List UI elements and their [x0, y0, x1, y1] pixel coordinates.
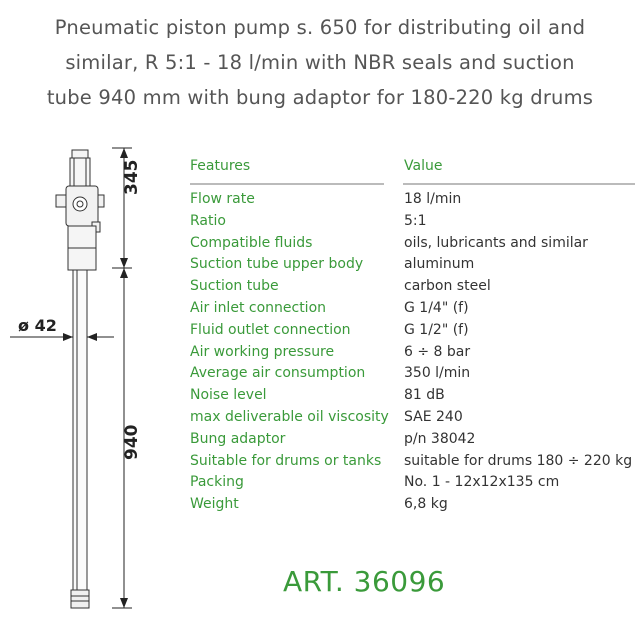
value-cell: 6 ÷ 8 bar	[404, 343, 471, 360]
value-cell: No. 1 - 12x12x135 cm	[404, 474, 560, 491]
table-row	[190, 496, 635, 518]
table-row	[190, 344, 635, 366]
feature-cell: Suction tube	[190, 278, 279, 295]
value-cell: p/n 38042	[404, 430, 476, 447]
value-cell: G 1/4" (f)	[404, 299, 469, 316]
value-cell: suitable for drums 180 ÷ 220 kg	[404, 452, 633, 469]
value-cell: carbon steel	[404, 278, 491, 295]
table-row	[190, 278, 635, 300]
article-number: ART. 36096	[283, 565, 446, 598]
table-row	[190, 409, 635, 431]
value-cell: SAE 240	[404, 408, 463, 425]
value-cell: 6,8 kg	[404, 496, 448, 513]
feature-cell: Weight	[190, 496, 239, 513]
feature-cell: Flow rate	[190, 191, 255, 207]
table-row	[190, 431, 635, 453]
feature-cell: Suitable for drums or tanks	[190, 452, 382, 469]
dimension-940: 940	[122, 424, 142, 460]
feature-cell: max deliverable oil viscosity	[190, 408, 389, 425]
title-line-2: similar, R 5:1 - 18 l/min with NBR seals and suction	[65, 51, 575, 74]
table-header	[190, 158, 635, 186]
table-row	[190, 191, 635, 213]
feature-cell: Ratio	[190, 212, 226, 229]
feature-cell: Noise level	[190, 387, 267, 404]
value-cell: aluminum	[404, 256, 475, 273]
feature-cell: Average air consumption	[190, 365, 366, 382]
table-body	[190, 191, 635, 518]
table-row	[190, 256, 635, 278]
title-line-3: tube 940 mm with bung adaptor for 180-220 kg drums	[46, 86, 594, 109]
table-row	[190, 213, 635, 235]
value-cell: 81 dB	[404, 387, 445, 404]
features-table	[190, 158, 635, 513]
feature-cell: Compatible fluids	[190, 234, 313, 251]
table-row	[190, 474, 635, 496]
value-cell: 5:1	[404, 212, 427, 229]
header-divider	[190, 183, 384, 185]
table-row	[190, 365, 635, 387]
table-row	[190, 387, 635, 409]
header-value: Value	[404, 158, 443, 174]
dimension-345: 345	[122, 159, 142, 195]
header-divider	[403, 183, 635, 185]
value-cell: 18 l/min	[404, 191, 462, 207]
value-cell: G 1/2" (f)	[404, 321, 469, 338]
header-features: Features	[190, 158, 251, 174]
value-cell: 350 l/min	[404, 365, 471, 382]
feature-cell: Bung adaptor	[190, 430, 286, 447]
feature-cell: Fluid outlet connection	[190, 321, 351, 338]
table-row	[190, 300, 635, 322]
feature-cell: Suction tube upper body	[190, 256, 364, 273]
title-line-1: Pneumatic piston pump s. 650 for distributing oil and	[54, 16, 586, 39]
table-row	[190, 322, 635, 344]
table-row	[190, 235, 635, 257]
dimension-diameter: ø 42	[18, 316, 57, 335]
feature-cell: Packing	[190, 474, 244, 491]
table-row	[190, 453, 635, 475]
feature-cell: Air inlet connection	[190, 299, 327, 316]
feature-cell: Air working pressure	[190, 343, 335, 360]
value-cell: oils, lubricants and similar	[404, 234, 588, 251]
